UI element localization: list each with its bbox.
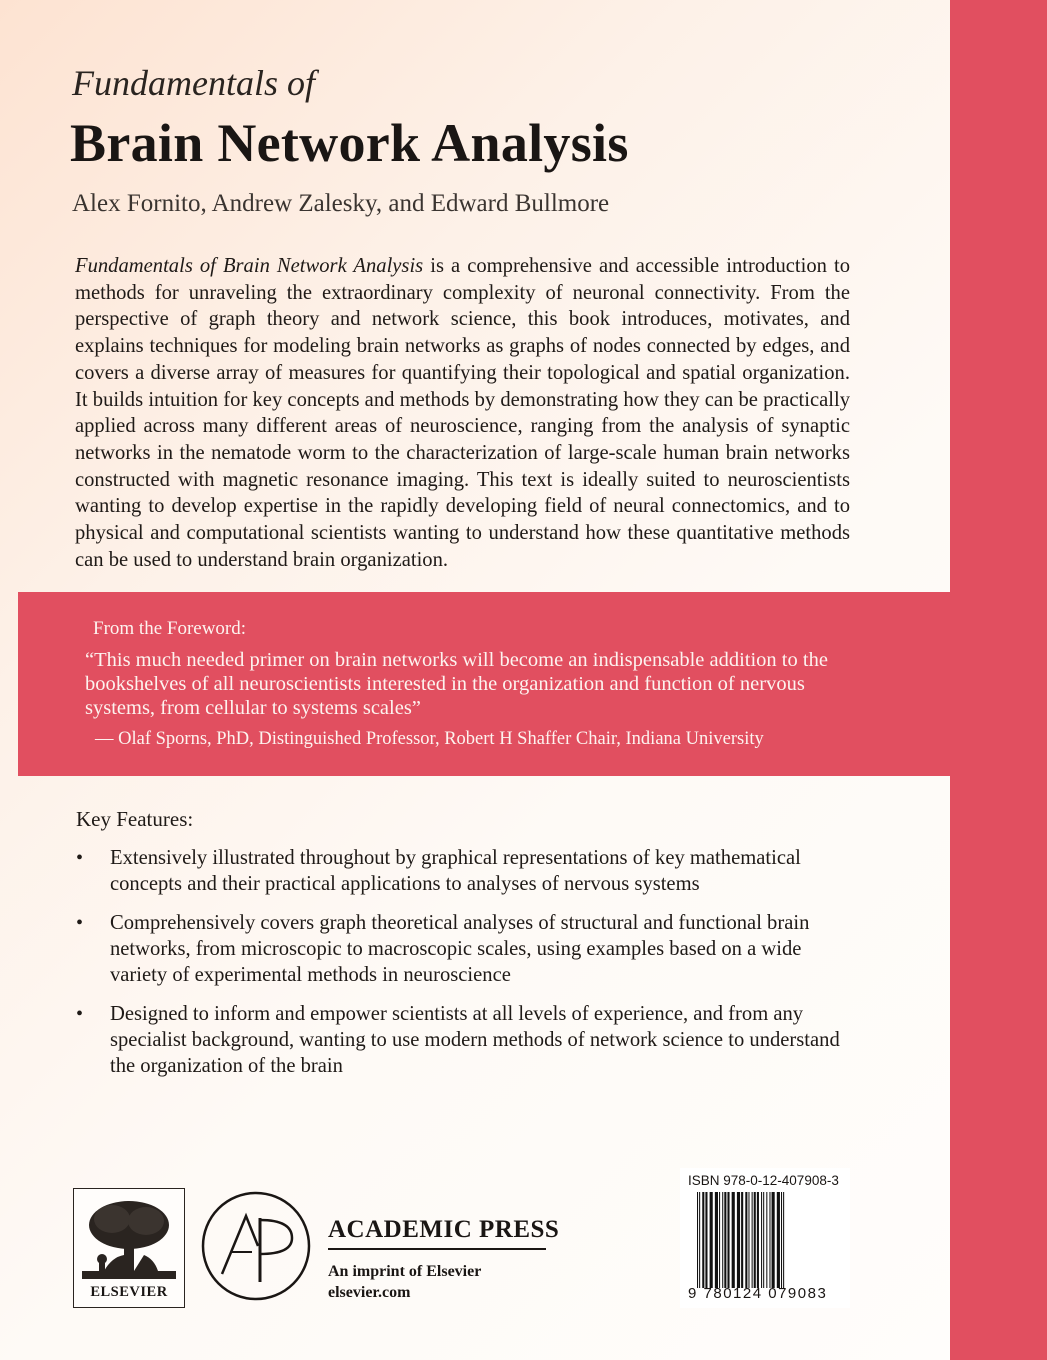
barcode-bar: [754, 1192, 756, 1288]
barcode-bar: [761, 1192, 762, 1288]
elsevier-tree-icon: [82, 1197, 176, 1279]
barcode-bar: [697, 1192, 698, 1288]
barcode-bar: [719, 1192, 720, 1288]
barcode-bar: [732, 1192, 735, 1288]
barcode-bar: [766, 1192, 767, 1288]
feature-item: [76, 910, 856, 988]
bullet-icon: •: [76, 847, 84, 869]
elsevier-logo: [73, 1188, 185, 1308]
feature-item: [76, 1001, 856, 1079]
foreword-attribution: — Olaf Sporns, PhD, Distinguished Professor, Robert H Shaffer Chair, Indiana University: [95, 729, 764, 749]
barcode-bar: [710, 1192, 713, 1288]
key-features-heading: Key Features:: [76, 807, 194, 831]
publisher-name: ACADEMIC PRESS: [328, 1216, 560, 1243]
barcode-bar: [715, 1192, 718, 1288]
publisher-divider: [328, 1248, 546, 1250]
barcode-bar: [745, 1192, 747, 1288]
barcode-bar: [763, 1192, 764, 1288]
barcode-bar: [702, 1192, 704, 1288]
feature-text: Extensively illustrated throughout by graphical representations of key mathematical concepts and their practical applications to analyses of nervous systems: [110, 847, 801, 895]
barcode-bar: [722, 1192, 723, 1288]
book-description: [75, 253, 850, 573]
barcode-icon: [695, 1192, 843, 1288]
barcode-bar: [724, 1192, 726, 1288]
bullet-icon: •: [76, 912, 84, 934]
publisher-imprint: An imprint of Elsevier: [328, 1263, 482, 1280]
feature-text: Comprehensively covers graph theoretical analyses of structural and functional brain networks, from microscopic to macroscopic scales, using examples based on a wide variety of experimental methods in neuroscience: [110, 912, 810, 986]
barcode-bar: [757, 1192, 759, 1288]
academic-press-ap-icon: [200, 1190, 312, 1302]
barcode-bar: [783, 1192, 784, 1288]
title-prefix: Fundamentals of: [72, 63, 315, 103]
isbn-label: ISBN 978-0-12-407908-3: [688, 1173, 839, 1188]
barcode-bar: [699, 1192, 700, 1288]
barcode-bar: [772, 1192, 775, 1288]
book-authors: Alex Fornito, Andrew Zalesky, and Edward Bullmore: [72, 190, 610, 217]
publisher-website: elsevier.com: [328, 1284, 411, 1301]
barcode-bar: [781, 1192, 782, 1288]
barcode-digits: 9 780124 079083: [688, 1285, 828, 1302]
elsevier-wordmark: ELSEVIER: [90, 1284, 168, 1300]
description-lead-title: Fundamentals of Brain Network Analysis: [75, 255, 424, 277]
foreword-label: From the Foreword:: [93, 618, 247, 639]
key-features-list: [76, 845, 856, 1092]
barcode-bar: [705, 1192, 707, 1288]
barcode-bar: [769, 1192, 770, 1288]
barcode-bar: [748, 1192, 749, 1288]
bullet-icon: •: [76, 1003, 84, 1025]
description-body: is a comprehensive and accessible introduction to methods for unraveling the extraordinary complexity of neuronal connectivity. From the perspective of graph theory and network science, this book introduces, motivates, and explains techniques for modeling brain networks as graphs of nodes connected by edges, and covers a diverse array of measures for quantifying their topological and spatial organization. It builds intuition for key concepts and methods by demonstrating how they can be practically applied across many different areas of neuroscience, ranging from the analysis of synaptic networks in the nematode worm to the characterization of large-scale human brain networks constructed with magnetic resonance imaging. This text is ideally suited to neuroscientists wanting to develop expertise in the rapidly developing field of neural connectomics, and to physical and computational scientists wanting to understand how these quantitative methods can be used to understand brain organization.: [75, 255, 850, 571]
foreword-quote: “This much needed primer on brain networks will become an indispensable addition to the bookshelves of all neuroscientists interested in the organization and function of nervous systems, from cellular to systems scales”: [85, 649, 828, 719]
feature-text: Designed to inform and empower scientists at all levels of experience, and from any specialist background, wanting to use modern methods of network science to understand the organization of the brain: [110, 1003, 840, 1077]
barcode-bar: [727, 1192, 729, 1288]
barcode-bar: [752, 1192, 753, 1288]
barcode-bar: [737, 1192, 740, 1288]
feature-item: [76, 845, 856, 897]
book-title: Brain Network Analysis: [70, 113, 629, 173]
barcode-bar: [741, 1192, 743, 1288]
barcode-bar: [777, 1192, 780, 1288]
